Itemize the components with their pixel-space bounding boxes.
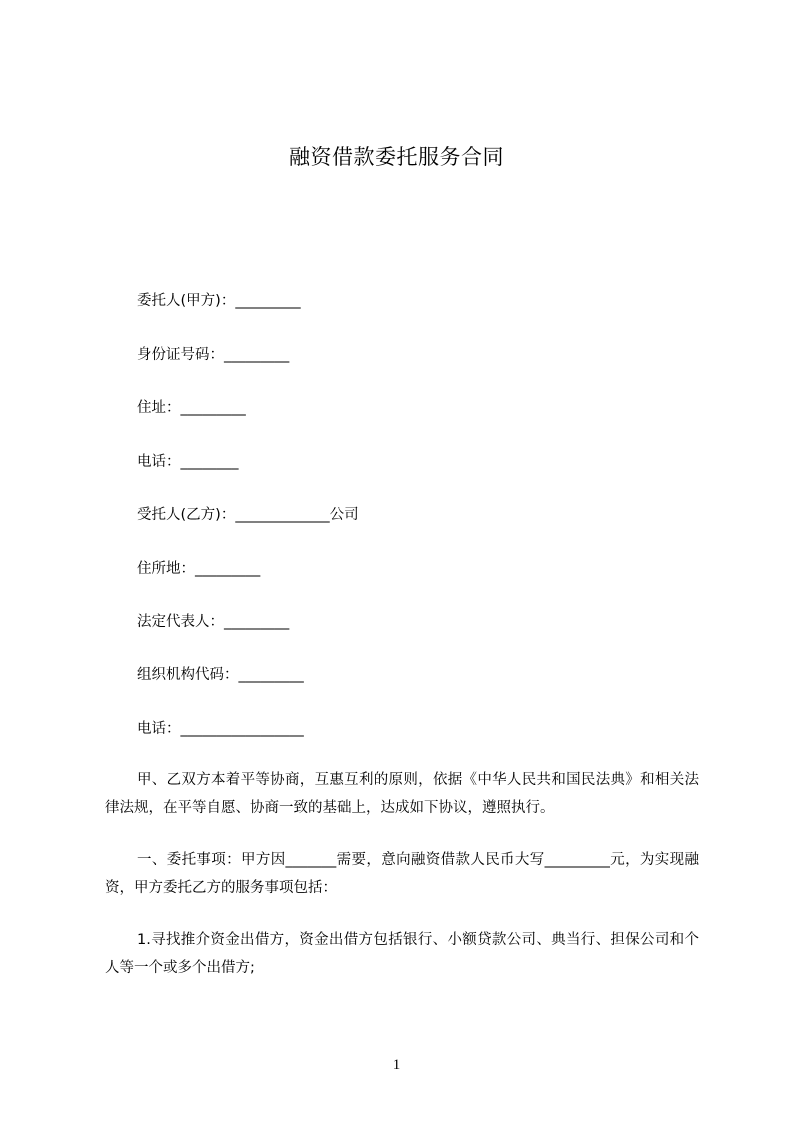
- field-phone-party-b: 电话：_________________: [137, 721, 304, 737]
- field-legal-representative: 法定代表人：_________: [137, 614, 290, 630]
- field-phone-party-a: 电话：________: [137, 454, 239, 470]
- field-id-number: 身份证号码：_________: [137, 347, 290, 363]
- field-domicile: 住所地：_________: [137, 561, 261, 577]
- field-organization-code: 组织机构代码：_________: [137, 667, 304, 683]
- paragraph-preamble: 甲、乙双方本着平等协商，互惠互利的原则，依据《中华人民共和国民法典》和相关法律法规，在平等自愿、协商一致的基础上，达成如下协议，遵照执行。: [105, 772, 699, 816]
- paragraph-item-1: 1.寻找推介资金出借方，资金出借方包括银行、小额贷款公司、典当行、担保公司和个人等一个或多个出借方;: [105, 932, 699, 976]
- field-address: 住址：_________: [137, 400, 246, 416]
- document-title: 融资借款委托服务合同: [289, 145, 504, 169]
- field-principal-party-a: 委托人(甲方)：_________: [137, 293, 301, 309]
- field-agent-party-b: 受托人(乙方)：_____________公司: [137, 507, 359, 523]
- paragraph-entrusted-matters: 一、委托事项：甲方因_______需要，意向融资借款人民币大写_________元，为实现融资，甲方委托乙方的服务事项包括：: [105, 852, 699, 896]
- page-number: 1: [392, 1057, 401, 1073]
